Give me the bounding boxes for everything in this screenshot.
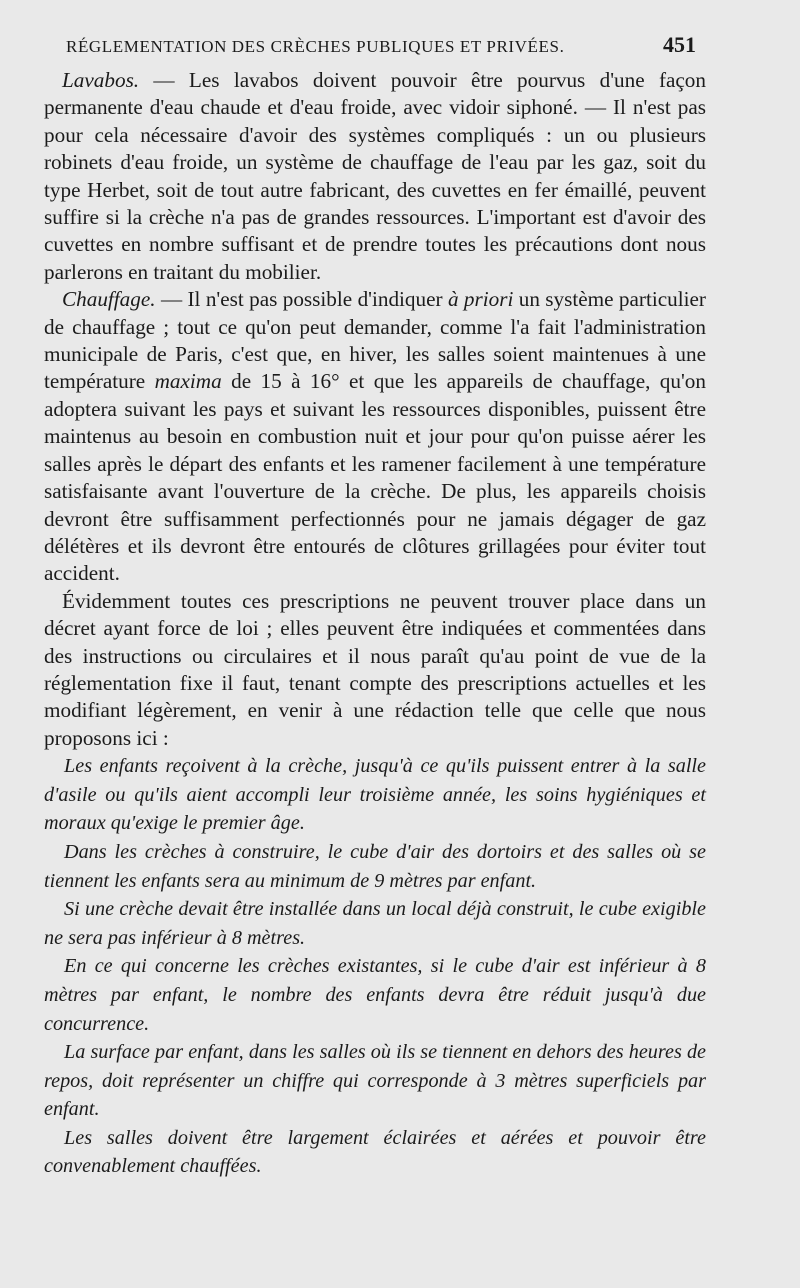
paragraph-chauffage-text-c: de 15 à 16° et que les appareils de chauffage, qu'on adoptera suivant les pays et suivant les ressources disponibles, puissent être maintenus au besoin en combustion nuit et jour pour qu'on puisse aérer les salles après le départ des enfants et les ramener facilement à une température satisfaisante avant l'ouverture de la crèche. De plus, les appareils choisis devront être suffisamment perfectionnés pour ne jamais dégager de gaz délétères et ils devront être entourés de clôtures grillagées pour éviter tout accident. <box>44 369 706 586</box>
decree-article: Les enfants reçoivent à la crèche, jusqu'à ce qu'ils puissent entrer à la salle d'asile ou qu'ils aient accompli leur troisième année, les soins hygiéniques et moraux qu'exige le premier âge. <box>44 755 706 835</box>
paragraph-chauffage-text-b: un système particulier de chauffage ; tout ce qu'on peut demander, comme l'a fait l'administration municipale de Paris, c'est que, en hiver, les salles soient maintenues à une température <box>44 287 706 394</box>
decree-article: La surface par enfant, dans les salles où ils se tiennent en dehors des heures de repos, doit représenter un chiffre qui corresponde à 3 mètres superficiels par enfant. <box>44 1041 706 1121</box>
italic-maxima: maxima <box>154 369 222 394</box>
decree-article: En ce qui concerne les crèches existantes, si le cube d'air est inférieur à 8 mètres par enfant, le nombre des enfants devra être réduit jusqu'à due concurrence. <box>44 955 706 1035</box>
paragraph-evidemment: Évidemment toutes ces prescriptions ne peuvent trouver place dans un décret ayant force de loi ; elles peuvent être indiquées et commentées dans des instructions ou circulaires et il nous paraît qu'au point de vue de la réglementation fixe il faut, tenant compte des prescriptions actuelles et les modifiant légèrement, en venir à une rédaction telle que celle que nous proposons ici : <box>44 588 706 750</box>
decree-article: Les salles doivent être largement éclairées et aérées et pouvoir être convenablement chauffées. <box>44 1126 706 1178</box>
decree-article: Si une crèche devait être installée dans un local déjà construit, le cube exigible ne sera pas inférieur à 8 mètres. <box>44 898 706 949</box>
page-header <box>66 32 696 62</box>
body-text <box>44 67 706 1181</box>
paragraph-lavabos-text: — Les lavabos doivent pouvoir être pourvus d'une façon permanente d'eau chaude et d'eau froide, avec vidoir siphoné. — Il n'est pas pour cela nécessaire d'avoir des systèmes compliqués : un ou plusieurs robinets d'eau froide, un système de chauffage de l'eau par les gaz, soit du type Herbet, soit de tout autre fabricant, des cuvettes en fer émaillé, peuvent suffire si la crèche n'a pas de grandes ressources. L'important est d'avoir des cuvettes en nombre suffisant et de prendre toutes les précautions dont nous parlerons en traitant du mobilier. <box>44 68 706 284</box>
paragraph-chauffage-text-a: — Il n'est pas possible d'indiquer <box>155 287 448 312</box>
running-title: RÉGLEMENTATION DES CRÈCHES PUBLIQUES ET PRIVÉES. <box>66 37 565 56</box>
section-lead-chauffage: Chauffage. <box>62 287 156 312</box>
section-lead-lavabos: Lavabos. <box>62 68 140 92</box>
paragraph-lavabos <box>44 67 706 286</box>
page-number: 451 <box>663 32 696 57</box>
decree-article: Dans les crèches à construire, le cube d'air des dortoirs et des salles où se tiennent les enfants sera au minimum de 9 mètres par enfant. <box>44 840 706 892</box>
paragraph-chauffage <box>44 286 706 587</box>
italic-a-priori: à priori <box>447 287 514 312</box>
proposed-decree <box>44 752 706 1181</box>
